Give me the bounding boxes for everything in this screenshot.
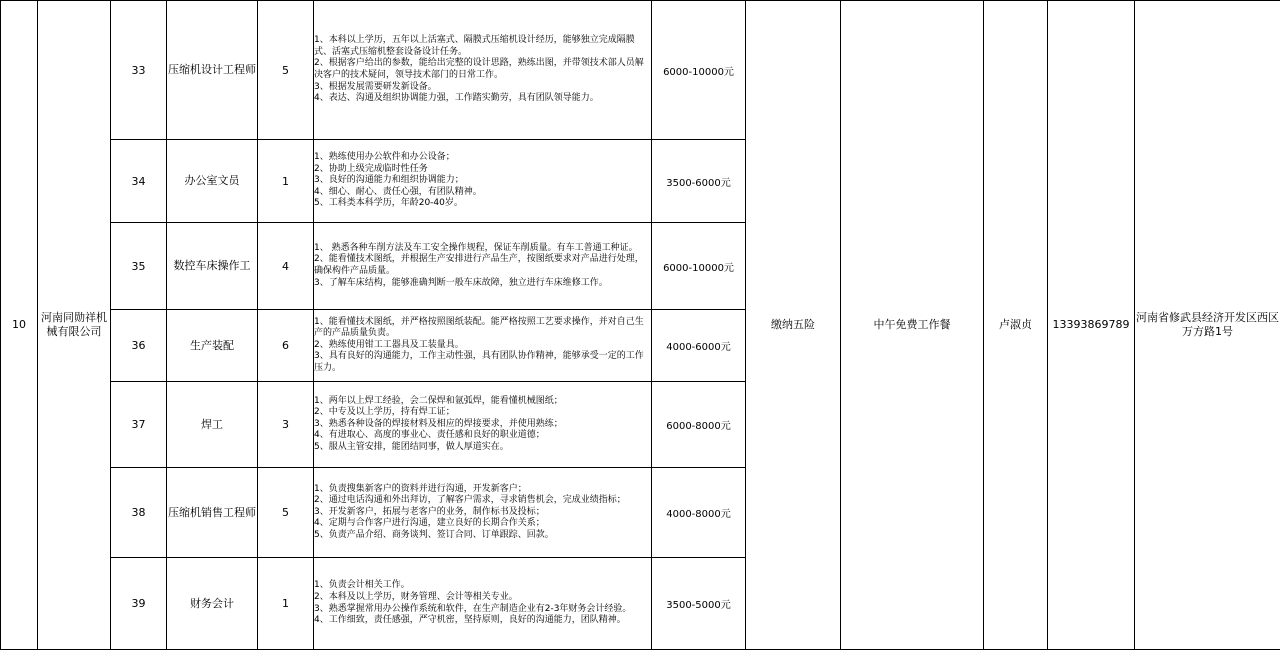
requirement-item: 3、了解车床结构，能够准确判断一般车床故障，独立进行车床维修工作。 [314,278,651,290]
job-position: 压缩机设计工程师 [167,1,258,140]
company-phone: 13393869789 [1048,1,1135,650]
requirement-item: 1、熟练使用办公软件和办公设备； [314,152,651,164]
job-count: 1 [258,140,314,223]
requirement-item: 4、定期与合作客户进行沟通，建立良好的长期合作关系； [314,518,651,530]
job-requirements [314,223,652,310]
requirement-item: 4、细心、耐心、责任心强，有团队精神。 [314,187,651,199]
requirement-item: 4、有进取心、高度的事业心、责任感和良好的职业道德； [314,430,651,442]
job-count: 4 [258,223,314,310]
company-contact: 卢淑贞 [984,1,1048,650]
job-position: 压缩机销售工程师 [167,468,258,558]
requirement-item: 2、协助上级完成临时性任务 [314,164,651,176]
job-position: 焊工 [167,382,258,468]
job-count: 1 [258,558,314,650]
job-number: 36 [111,310,167,382]
job-number: 35 [111,223,167,310]
requirement-item: 2、中专及以上学历，持有焊工证； [314,407,651,419]
company-address: 河南省修武县经济开发区西区万方路1号 [1135,1,1280,650]
job-position: 生产装配 [167,310,258,382]
job-requirements [314,140,652,223]
requirement-item: 5、工科类本科学历，年龄20-40岁。 [314,198,651,210]
requirement-item: 5、服从主管安排，能团结同事，做人厚道实在。 [314,442,651,454]
job-salary: 4000-8000元 [652,468,746,558]
job-requirements [314,310,652,382]
job-count: 5 [258,468,314,558]
requirement-item: 3、具有良好的沟通能力，工作主动性强，具有团队协作精神，能够承受一定的工作压力。 [314,351,651,374]
requirement-item: 1、 熟悉各种车削方法及车工安全操作规程，保证车削质量。有车工普通工种证。 [314,243,651,255]
job-number: 38 [111,468,167,558]
requirement-item: 2、根据客户给出的参数，能给出完整的设计思路，熟练出图，并带领技术部人员解决客户的技术疑问，领导技术部门的日常工作。 [314,58,651,81]
requirement-item: 2、本科及以上学历，财务管理、会计等相关专业。 [314,592,651,604]
job-requirements [314,1,652,140]
job-position: 数控车床操作工 [167,223,258,310]
job-number: 37 [111,382,167,468]
job-salary: 6000-8000元 [652,382,746,468]
requirement-item: 5、负责产品介绍、商务谈判、签订合同、订单跟踪、回款。 [314,530,651,542]
job-salary: 4000-6000元 [652,310,746,382]
job-number: 39 [111,558,167,650]
job-salary: 6000-10000元 [652,223,746,310]
requirement-item: 4、工作细致，责任感强，严守机密，坚持原则，良好的沟通能力，团队精神。 [314,615,651,627]
job-count: 3 [258,382,314,468]
job-position: 办公室文员 [167,140,258,223]
job-number: 34 [111,140,167,223]
requirement-item: 3、熟悉掌握常用办公操作系统和软件，在生产制造企业有2-3年财务会计经验。 [314,604,651,616]
requirement-item: 1、两年以上焊工经验，会二保焊和氩弧焊，能看懂机械图纸； [314,396,651,408]
requirement-item: 1、能看懂技术图纸，并严格按照图纸装配。能严格按照工艺要求操作，并对自己生产的产品质量负责。 [314,317,651,340]
job-number: 33 [111,1,167,140]
requirement-item: 4、表达、沟通及组织协调能力强，工作踏实勤劳，具有团队领导能力。 [314,93,651,105]
company-meals: 中午免费工作餐 [841,1,984,650]
job-salary: 6000-10000元 [652,1,746,140]
requirement-item: 1、负责搜集新客户的资料并进行沟通，开发新客户； [314,484,651,496]
requirement-item: 3、良好的沟通能力和组织协调能力； [314,175,651,187]
requirement-item: 3、根据发展需要研发新设备。 [314,82,651,94]
company-name: 河南同勋祥机械有限公司 [38,1,111,650]
job-requirements [314,382,652,468]
job-count: 5 [258,1,314,140]
job-count: 6 [258,310,314,382]
job-salary: 3500-5000元 [652,558,746,650]
job-salary: 3500-6000元 [652,140,746,223]
company-benefits: 缴纳五险 [746,1,841,650]
requirement-item: 2、通过电话沟通和外出拜访，了解客户需求，寻求销售机会，完成业绩指标； [314,495,651,507]
requirement-item: 1、负责会计相关工作。 [314,580,651,592]
company-index: 10 [1,1,38,650]
job-requirements [314,558,652,650]
requirement-item: 2、熟练使用钳工工器具及工装量具。 [314,340,651,352]
job-position: 财务会计 [167,558,258,650]
requirement-item: 2、能看懂技术图纸，并根据生产安排进行产品生产，按图纸要求对产品进行处理，确保构件产品质量。 [314,254,651,277]
table-row [1,1,1280,140]
requirement-item: 3、开发新客户，拓展与老客户的业务，制作标书及投标； [314,507,651,519]
job-requirements [314,468,652,558]
requirement-item: 3、熟悉各种设备的焊接材料及相应的焊接要求，并使用熟练； [314,419,651,431]
requirement-item: 1、本科以上学历，五年以上活塞式、隔膜式压缩机设计经历，能够独立完成隔膜式、活塞式压缩机整套设备设计任务。 [314,35,651,58]
